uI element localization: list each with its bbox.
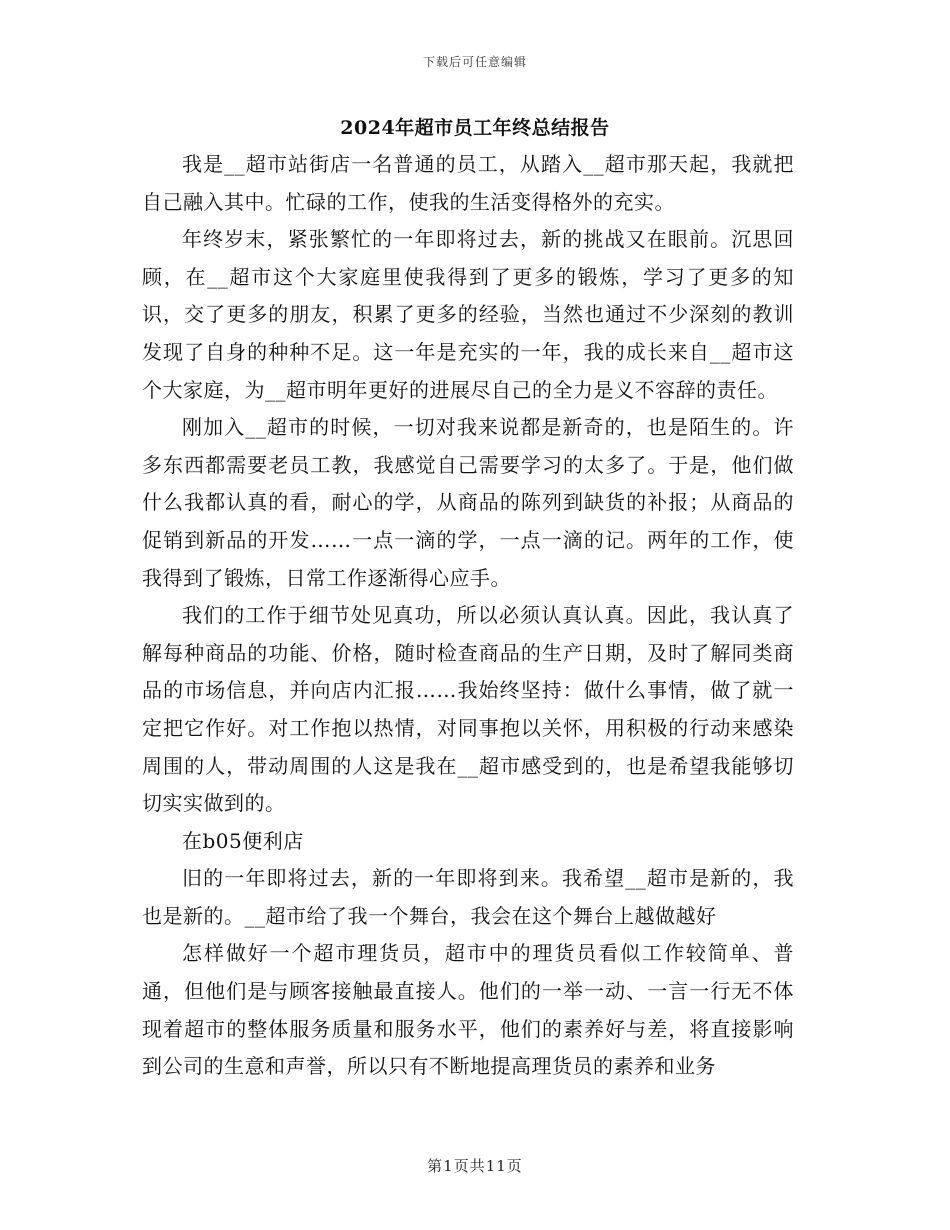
paragraph: 我是__超市站街店一名普通的员工，从踏入__超市那天起，我就把自己融入其中。忙碌的工作，使我的生活变得格外的充实。 bbox=[142, 152, 794, 214]
document-body bbox=[142, 146, 794, 1086]
paragraph: 在b05便利店 bbox=[182, 828, 304, 853]
paragraph: 怎样做好一个超市理货员，超市中的理货员看似工作较简单、普通，但他们是与顾客接触最直接人。他们的一举一动、一言一行无不体现着超市的整体服务质量和服务水平，他们的素养好与差，将直接影响到公司的生意和声誉，所以只有不断地提高理货员的素养和业务 bbox=[142, 941, 794, 1079]
document-title: 2024年超市员工年终总结报告 bbox=[340, 117, 610, 139]
paragraph: 年终岁末，紧张繁忙的一年即将过去，新的挑战又在眼前。沉思回顾，在__超市这个大家庭里使我得到了更多的锻炼，学习了更多的知识，交了更多的朋友，积累了更多的经验，当然也通过不少深刻的教训发现了自身的种种不足。这一年是充实的一年，我的成长来自__超市这个大家庭，为__超市明年更好的进展尽自己的全力是义不容辞的责任。 bbox=[142, 227, 794, 402]
header-note: 下载后可任意编辑 bbox=[422, 55, 527, 69]
paragraph: 旧的一年即将过去，新的一年即将到来。我希望__超市是新的，我也是新的。__超市给了我一个舞台，我会在这个舞台上越做越好 bbox=[142, 866, 794, 928]
page-number-footer: 第1页共11页 bbox=[427, 1157, 523, 1175]
paragraph: 我们的工作于细节处见真功，所以必须认真认真。因此，我认真了解每种商品的功能、价格，随时检查商品的生产日期，及时了解同类商品的市场信息，并向店内汇报……我始终坚持：做什么事情，做了就一定把它作好。对工作抱以热情，对同事抱以关怀，用积极的行动来感染周围的人，带动周围的人这是我在__超市感受到的，也是希望我能够切切实实做到的。 bbox=[142, 603, 794, 816]
paragraph: 刚加入__超市的时候，一切对我来说都是新奇的，也是陌生的。许多东西都需要老员工教，我感觉自己需要学习的太多了。于是，他们做什么我都认真的看，耐心的学，从商品的陈列到缺货的补报；从商品的促销到新品的开发……一点一滴的学，一点一滴的记。两年的工作，使我得到了锻炼，日常工作逐渐得心应手。 bbox=[142, 415, 794, 590]
